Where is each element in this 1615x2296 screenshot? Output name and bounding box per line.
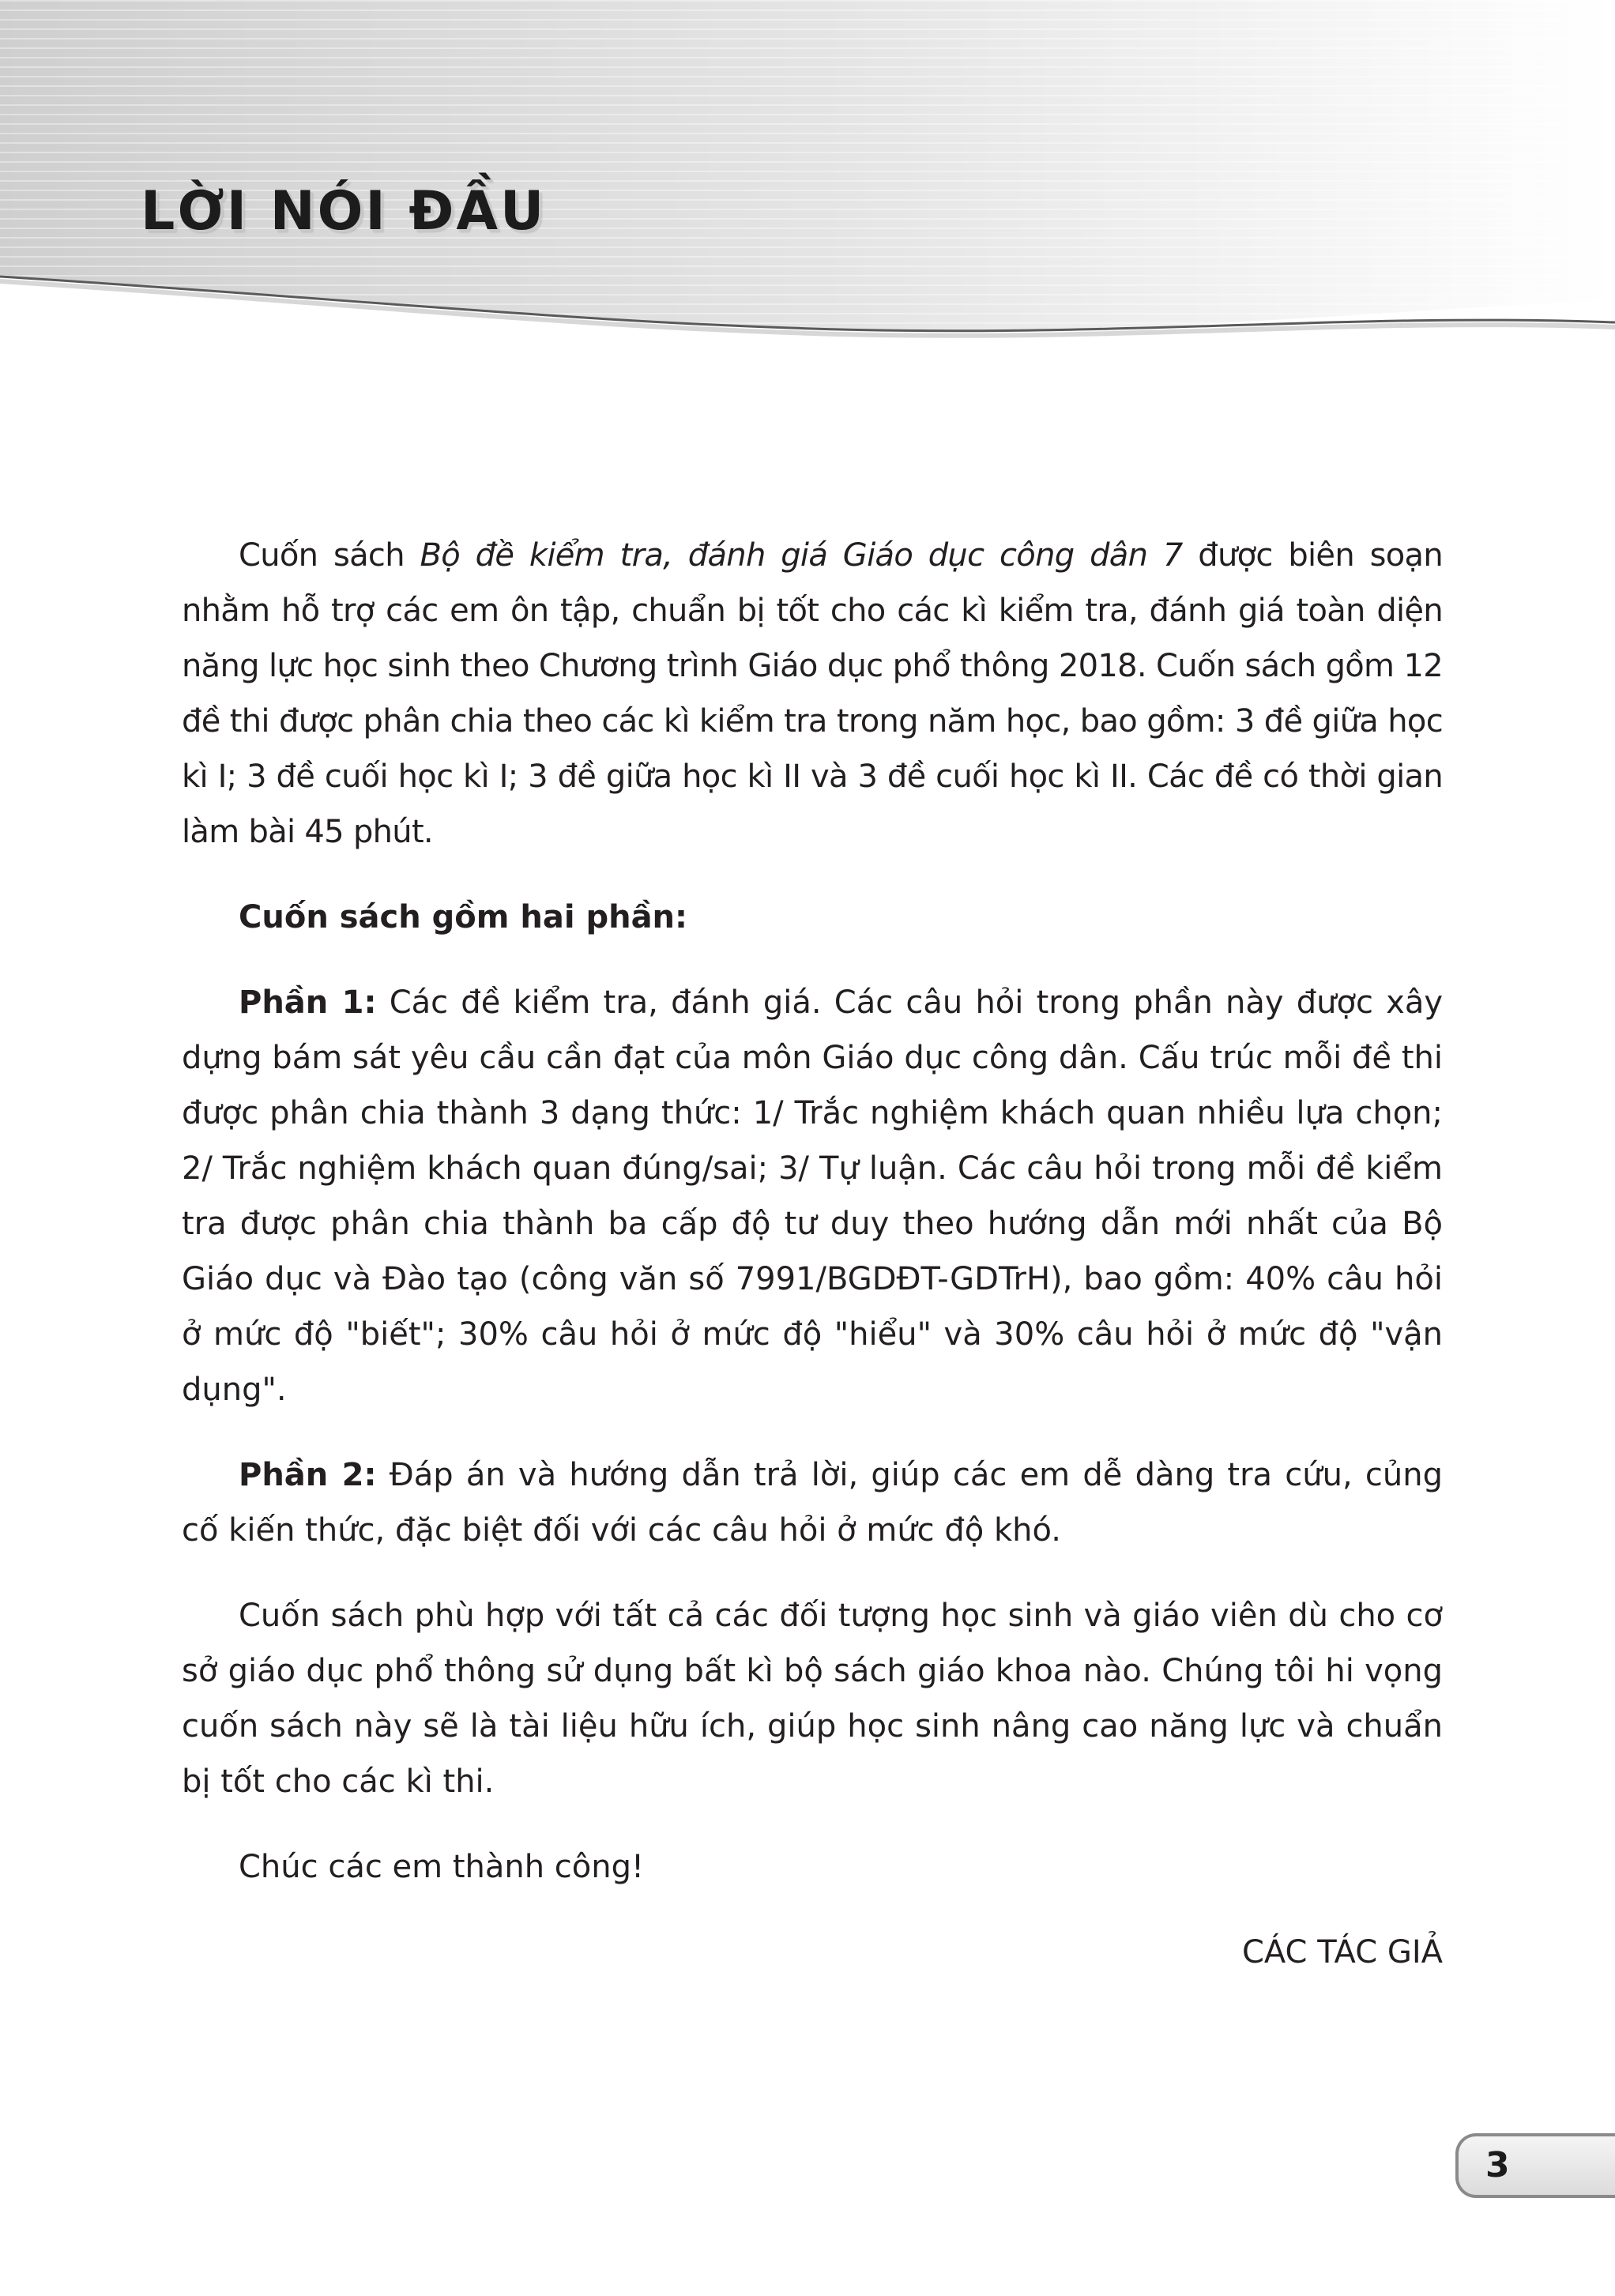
intro-text: được biên soạn nhằm hỗ trợ các em ôn tập, chuẩn bị tốt cho các kì kiểm tra, đánh giá toàn diện năng lực học sinh theo Chương trình Giáo dục phổ thông 2018. Cuốn sách gồm 12 đề thi được phân chia theo các kì kiểm tra trong năm học, bao gồm: 3 đề giữa học kì I; 3 đề cuối học kì I; 3 đề giữa học kì II và 3 đề cuối học kì II. Các đề có thời gian làm bài 45 phút. — [182, 537, 1444, 850]
part2-paragraph — [182, 1447, 1443, 1558]
intro-paragraph — [182, 528, 1443, 860]
header-band-stripes — [0, 0, 1615, 331]
suitability-paragraph: Cuốn sách phù hợp với tất cả các đối tượng học sinh và giáo viên dù cho cơ sở giáo dục phổ thông sử dụng bất kì bộ sách giáo khoa nào. Chúng tôi hi vọng cuốn sách này sẽ là tài liệu hữu ích, giúp học sinh nâng cao năng lực và chuẩn bị tốt cho các kì thi. — [182, 1598, 1443, 1800]
book-title: Bộ đề kiểm tra, đánh giá Giáo dục công dân 7 — [420, 537, 1183, 574]
intro-lead: Cuốn sách — [239, 537, 420, 574]
page-title: LỜI NÓI ĐẦU — [141, 180, 547, 243]
part1-paragraph — [182, 975, 1443, 1417]
page-number-tab — [1455, 2133, 1615, 2198]
page-number: 3 — [1485, 2145, 1510, 2185]
part2-label: Phần 2: — [239, 1457, 377, 1493]
structure-heading: Cuốn sách gồm hai phần: — [239, 899, 688, 935]
header-band — [0, 0, 1615, 348]
part1-label: Phần 1: — [239, 984, 377, 1021]
part2-text: Đáp án và hướng dẫn trả lời, giúp các em dễ dàng tra cứu, củng cố kiến thức, đặc biệt đối với các câu hỏi ở mức độ khó. — [182, 1457, 1443, 1549]
closing-line: Chúc các em thành công! — [239, 1849, 645, 1885]
part1-text: Các đề kiểm tra, đánh giá. Các câu hỏi trong phần này được xây dựng bám sát yêu cầu cần đạt của môn Giáo dục công dân. Cấu trúc mỗi đề thi được phân chia thành 3 dạng thức: 1/ Trắc nghiệm khách quan nhiều lựa chọn; 2/ Trắc nghiệm khách quan đúng/sai; 3/ Tự luận. Các câu hỏi trong mỗi đề kiểm tra được phân chia thành ba cấp độ tư duy theo hướng dẫn mới nhất của Bộ Giáo dục và Đào tạo (công văn số 7991/BGDĐT-GDTrH), bao gồm: 40% câu hỏi ở mức độ "biết"; 30% câu hỏi ở mức độ "hiểu" và 30% câu hỏi ở mức độ "vận dụng". — [182, 984, 1443, 1408]
preface-body — [182, 528, 1443, 1980]
signature: CÁC TÁC GIẢ — [1241, 1934, 1443, 1970]
